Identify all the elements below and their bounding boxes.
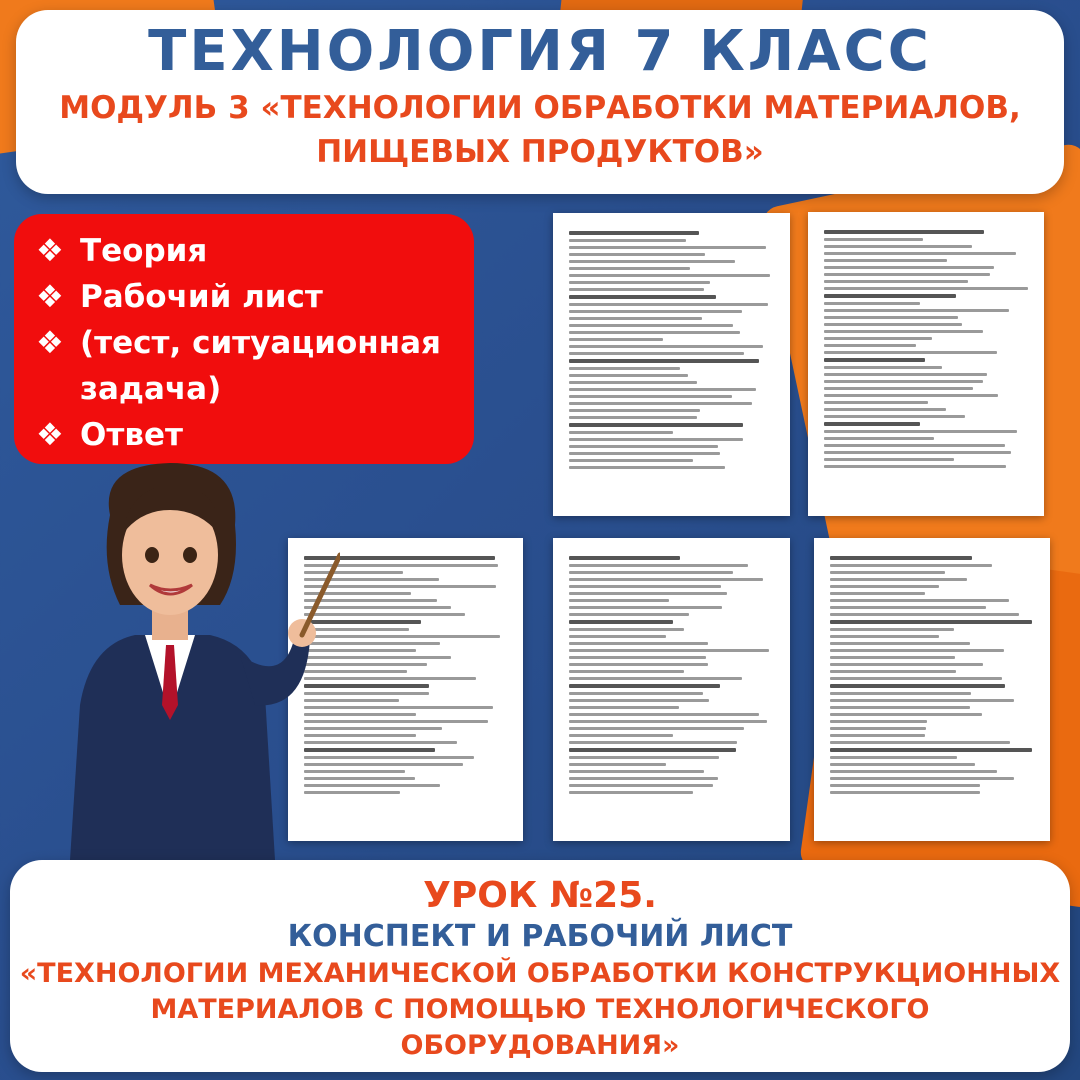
text-line (830, 756, 957, 759)
feature-item: ❖ Теория (36, 228, 474, 274)
text-line (824, 380, 983, 383)
footer-panel (10, 860, 1070, 1072)
text-line (824, 373, 987, 376)
text-line (830, 741, 1010, 744)
text-line (824, 451, 1011, 454)
text-line (569, 395, 732, 398)
text-line (830, 613, 1019, 616)
text-line (824, 337, 932, 340)
text-line (569, 295, 716, 299)
lesson-topic-line1: «ТЕХНОЛОГИИ МЕХАНИЧЕСКОЙ ОБРАБОТКИ КОНСТРУКЦИОННЫХ (19, 958, 1061, 989)
text-line (569, 620, 673, 624)
text-line (569, 345, 763, 348)
lesson-topic-line2: МАТЕРИАЛОВ С ПОМОЩЬЮ ТЕХНОЛОГИЧЕСКОГО ОБОРУДОВАНИЯ» (150, 994, 930, 1061)
text-line (569, 239, 686, 242)
text-line (824, 266, 994, 269)
text-line (830, 620, 1032, 624)
text-line (824, 358, 925, 362)
text-line (569, 374, 688, 377)
text-line (569, 635, 666, 638)
text-line (569, 459, 693, 462)
text-line (569, 649, 769, 652)
text-line (824, 344, 916, 347)
text-line (830, 663, 983, 666)
text-line (569, 606, 722, 609)
text-line (830, 628, 954, 631)
text-line (824, 330, 983, 333)
text-line (569, 777, 718, 780)
document-preview-4 (553, 538, 790, 841)
text-line (830, 692, 971, 695)
text-line (824, 230, 984, 234)
text-line (569, 585, 721, 588)
text-line (830, 677, 1002, 680)
text-line (569, 592, 727, 595)
diamond-icon: ❖ (36, 325, 64, 361)
text-line (830, 791, 980, 794)
diamond-icon: ❖ (36, 279, 64, 315)
text-line (830, 748, 1032, 752)
text-line (830, 784, 980, 787)
text-line (824, 302, 920, 305)
text-line (824, 394, 998, 397)
document-preview-2 (808, 212, 1044, 516)
text-line (569, 684, 720, 688)
text-line (830, 635, 939, 638)
text-line (830, 585, 939, 588)
text-line (830, 699, 1014, 702)
text-line (569, 741, 737, 744)
text-line (824, 259, 947, 262)
feature-item: ❖ (тест, ситуационная (36, 320, 474, 366)
text-line (569, 642, 708, 645)
text-line (569, 231, 699, 235)
text-line (824, 238, 923, 241)
text-line (569, 656, 706, 659)
text-line (824, 309, 1009, 312)
text-line (824, 465, 1006, 468)
text-line (569, 402, 752, 405)
text-line (569, 352, 744, 355)
text-line (824, 401, 928, 404)
text-line (569, 756, 719, 759)
text-line (824, 366, 942, 369)
text-line (824, 280, 968, 283)
text-line (569, 381, 697, 384)
text-line (569, 331, 740, 334)
text-line (830, 564, 992, 567)
text-line (824, 294, 956, 298)
text-line (824, 415, 965, 418)
text-line (824, 323, 962, 326)
text-line (824, 252, 1016, 255)
text-line (569, 763, 666, 766)
text-line (569, 338, 663, 341)
text-line (830, 556, 972, 560)
text-line (569, 388, 756, 391)
text-line (569, 409, 700, 412)
text-line (569, 692, 703, 695)
text-line (569, 564, 748, 567)
text-line (569, 288, 704, 291)
text-line (824, 387, 973, 390)
text-line (569, 274, 770, 277)
text-line (824, 351, 997, 354)
text-line (569, 324, 733, 327)
diamond-icon: ❖ (36, 417, 64, 453)
text-line (569, 791, 693, 794)
document-preview-1 (553, 213, 790, 516)
text-line (569, 734, 673, 737)
feature-item-continuation: задача) (80, 371, 222, 407)
text-line (824, 430, 1017, 433)
text-line (569, 310, 742, 313)
text-line (824, 316, 958, 319)
text-line (824, 273, 990, 276)
text-line (569, 423, 743, 427)
text-line (569, 571, 733, 574)
text-line (824, 458, 954, 461)
text-line (569, 670, 684, 673)
text-line (830, 720, 927, 723)
text-line (824, 422, 920, 426)
text-line (569, 720, 767, 723)
text-line (569, 578, 763, 581)
document-preview-5 (814, 538, 1050, 841)
text-line (569, 303, 768, 306)
text-line (830, 777, 1014, 780)
text-line (824, 287, 1028, 290)
text-line (824, 437, 934, 440)
text-line (569, 416, 697, 419)
text-line (569, 431, 673, 434)
text-line (830, 571, 945, 574)
text-line (830, 649, 1004, 652)
text-line (569, 770, 704, 773)
text-line (569, 438, 743, 441)
text-line (569, 599, 669, 602)
text-line (830, 727, 926, 730)
text-line (569, 367, 680, 370)
text-line (569, 748, 736, 752)
text-line (569, 663, 708, 666)
page-title: ТЕХНОЛОГИЯ 7 КЛАСС (148, 19, 932, 84)
text-line (830, 684, 1005, 688)
text-line (830, 578, 967, 581)
text-line (830, 599, 1009, 602)
text-line (569, 613, 689, 616)
text-line (824, 408, 946, 411)
text-line (830, 706, 970, 709)
text-line (830, 592, 925, 595)
feature-item: ❖ Рабочий лист (36, 274, 474, 320)
text-line (569, 317, 702, 320)
feature-item: ❖ Ответ (36, 412, 474, 458)
text-line (830, 642, 970, 645)
text-line (569, 556, 680, 560)
text-line (830, 763, 975, 766)
text-line (569, 246, 766, 249)
text-line (824, 444, 1005, 447)
text-line (830, 656, 955, 659)
module-title-line2: ПИЩЕВЫХ ПРОДУКТОВ» (316, 134, 764, 170)
text-line (830, 713, 982, 716)
text-line (824, 245, 972, 248)
text-line (569, 452, 720, 455)
text-line (569, 260, 735, 263)
text-line (569, 727, 744, 730)
text-line (569, 253, 705, 256)
header-panel (16, 10, 1064, 194)
text-line (569, 445, 718, 448)
text-line (569, 706, 679, 709)
text-line (569, 281, 710, 284)
text-line (569, 359, 759, 363)
diamond-icon: ❖ (36, 233, 64, 269)
text-line (569, 713, 759, 716)
features-box (14, 214, 474, 464)
text-line (830, 770, 997, 773)
module-title-line1: МОДУЛЬ 3 «ТЕХНОЛОГИИ ОБРАБОТКИ МАТЕРИАЛОВ, (59, 90, 1021, 126)
text-line (569, 677, 742, 680)
text-line (569, 628, 684, 631)
text-line (830, 606, 986, 609)
text-line (830, 734, 925, 737)
lesson-number: УРОК №25. (423, 875, 657, 916)
teacher-illustration (40, 455, 340, 860)
text-line (569, 784, 713, 787)
lesson-kind: КОНСПЕКТ И РАБОЧИЙ ЛИСТ (287, 919, 793, 954)
text-line (569, 466, 725, 469)
text-line (569, 699, 709, 702)
text-line (830, 670, 956, 673)
text-line (569, 267, 690, 270)
